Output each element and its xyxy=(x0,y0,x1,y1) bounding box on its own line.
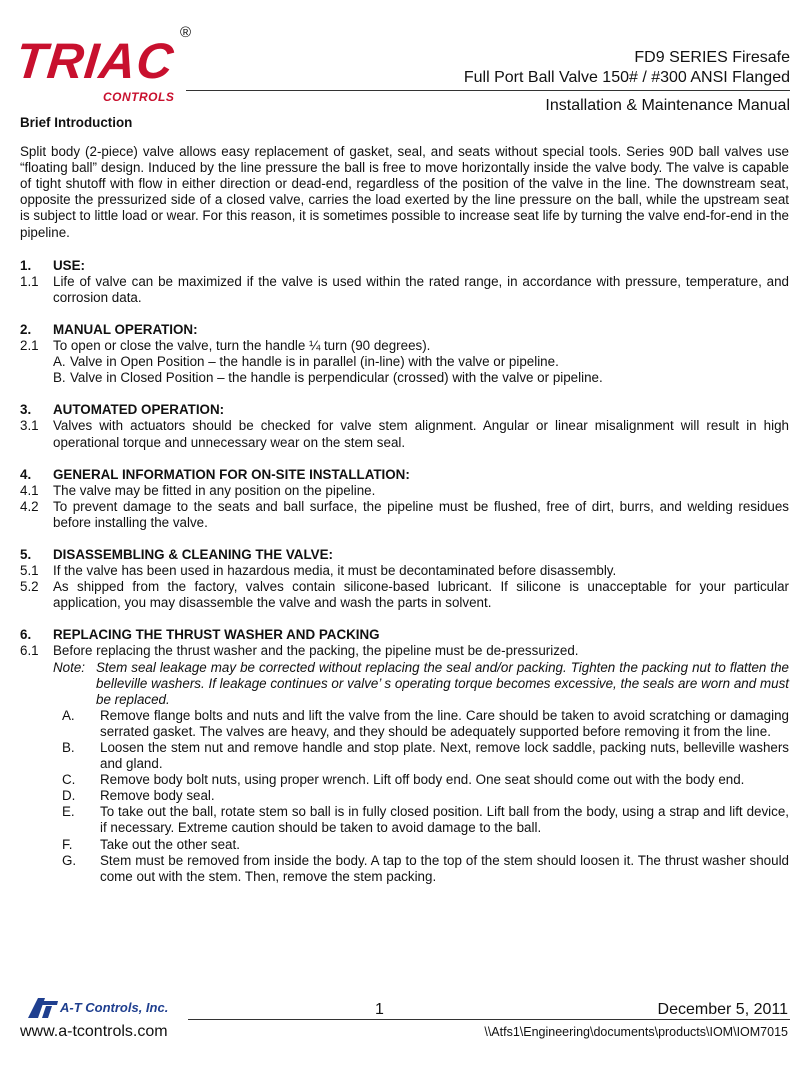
item-text: The valve may be fitted in any position on the pipeline. xyxy=(53,482,376,498)
section-number: 4. xyxy=(20,466,32,482)
sub-item xyxy=(53,354,789,370)
step-text: Remove body seal. xyxy=(100,788,215,804)
item-number: 5.2 xyxy=(20,579,39,595)
sub-item-text: Valve in Closed Position – the handle is perpendicular (crossed) with the valve or pipeline. xyxy=(70,370,603,386)
item-text: To prevent damage to the seats and ball surface, the pipeline must be flushed, free of dirt, burrs, and welding residues before installing the valve. xyxy=(53,498,789,530)
step-letter: B. xyxy=(62,740,75,755)
footer-website: www.a-tcontrols.com xyxy=(20,1023,168,1040)
section-heading xyxy=(20,402,789,418)
step-text: Take out the other seat. xyxy=(100,836,240,852)
note xyxy=(53,660,789,708)
section-title: USE: xyxy=(53,257,85,273)
section-automated-operation xyxy=(20,402,789,450)
note-text: Stem seal leakage may be corrected without replacing the seal and/or packing. Tighten the packing nut to flatten the belleville washers. If leakage continues or valve’ s operating torque becomes excessive, the seals are worn and must be replaced. xyxy=(96,659,789,707)
section-heading xyxy=(20,547,789,563)
item-number: 4.1 xyxy=(20,482,39,498)
section-item xyxy=(20,483,789,499)
item-number: 5.1 xyxy=(20,563,39,579)
section-item xyxy=(20,274,789,306)
step-text: To take out the ball, rotate stem so ball is in fully closed position. Lift ball from the body, using a strap and lift device, if necessary. Extreme caution should be taken to avoid damage to the ball. xyxy=(100,804,789,836)
registered-mark: ® xyxy=(180,24,192,41)
footer-company-name: A-T Controls, Inc. xyxy=(60,1000,169,1015)
triac-controls-logo xyxy=(13,24,201,108)
item-text: As shipped from the factory, valves contain silicone-based lubricant. If silicone is unacceptable for your particular application, you may disassemble the valve and wash the parts in solvent. xyxy=(53,579,789,611)
section-manual-operation xyxy=(20,322,789,386)
section-number: 5. xyxy=(20,546,32,562)
step-text: Remove body bolt nuts, using proper wrench. Lift off body end. One seat should come out with the body end. xyxy=(100,772,745,788)
procedure-step xyxy=(62,740,789,772)
section-item xyxy=(20,338,789,354)
procedure-step xyxy=(62,788,789,804)
section-number: 2. xyxy=(20,321,32,337)
section-replacing-thrust-washer xyxy=(20,627,789,885)
item-text: Valves with actuators should be checked for valve stem alignment. Angular or linear misalignment will result in high operational torque and unnecessary wear on the stem seal. xyxy=(53,418,789,450)
at-logo-icon xyxy=(28,998,58,1018)
step-text: Loosen the stem nut and remove handle and stop plate. Next, remove lock saddle, packing nuts, belleville washers and gland. xyxy=(100,740,789,772)
section-number: 1. xyxy=(20,257,32,273)
item-text: Life of valve can be maximized if the valve is used within the rated range, in accordance with pressure, temperature, and corrosion data. xyxy=(53,273,789,305)
section-item xyxy=(20,563,789,579)
item-number: 4.2 xyxy=(20,498,39,514)
brief-intro-heading: Brief Introduction xyxy=(20,115,133,130)
footer-file-path: \\Atfs1\Engineering\documents\products\IOM\IOM7015 xyxy=(484,1025,788,1039)
item-text: Before replacing the thrust washer and the packing, the pipeline must be de-pressurized. xyxy=(53,643,579,659)
procedure-step xyxy=(62,708,789,740)
section-disassembling-cleaning xyxy=(20,547,789,611)
document-body xyxy=(20,115,789,885)
section-title: REPLACING THE THRUST WASHER AND PACKING xyxy=(53,627,380,643)
item-text: If the valve has been used in hazardous media, it must be decontaminated before disassembly. xyxy=(53,563,617,579)
section-item xyxy=(20,643,789,659)
section-title: DISASSEMBLING & CLEANING THE VALVE: xyxy=(53,546,333,562)
step-letter: E. xyxy=(62,804,75,820)
brief-intro-text: Split body (2-piece) valve allows easy replacement of gasket, seal, and seats without special tools. Series 90D ball valves use “floating ball” design. Induced by the line pressure the ball is free to move horizontally inside the valve body. The valve is capable of tight shutoff with flow in either direction or dead-end, regardless of the position of the valve in the line. The downstream seat, opposite the pressurized side of a closed valve, carries the load exerted by the line pressure on the ball, while the upstream seat is subject to little load or wear. For this reason, it is sometimes possible to increase seat life by turning the valve end-for-end in the pipeline. xyxy=(20,144,789,240)
footer-rule xyxy=(188,1019,790,1020)
step-letter: D. xyxy=(62,788,76,804)
sub-item-text: Valve in Open Position – the handle is in parallel (in-line) with the valve or pipeline. xyxy=(70,354,559,370)
section-title: AUTOMATED OPERATION: xyxy=(53,402,225,418)
procedure-step xyxy=(62,837,789,853)
page-number: 1 xyxy=(375,1001,384,1018)
item-number: 2.1 xyxy=(20,338,39,354)
section-number: 3. xyxy=(20,402,32,418)
item-number: 1.1 xyxy=(20,273,39,289)
section-heading xyxy=(20,627,789,643)
procedure-step xyxy=(62,853,789,885)
section-item xyxy=(20,499,789,531)
section-heading xyxy=(20,258,789,274)
series-title: FD9 SERIES Firesafe xyxy=(634,49,790,66)
sub-item-letter: A. xyxy=(53,354,66,370)
section-general-information xyxy=(20,467,789,531)
step-letter: A. xyxy=(62,707,75,723)
section-title: MANUAL OPERATION: xyxy=(53,321,198,337)
step-text: Remove flange bolts and nuts and lift the valve from the line. Care should be taken to avoid scratching or damaging serrated gasket. The valves are heavy, and they should be adequately supported before removing it from the line. xyxy=(100,707,789,739)
sub-item xyxy=(53,370,789,386)
logo-brand-text: TRIAC xyxy=(13,33,177,89)
step-letter: C. xyxy=(62,772,76,788)
note-label: Note: xyxy=(53,659,86,675)
step-letter: G. xyxy=(62,852,77,868)
logo-sub-text: CONTROLS xyxy=(103,90,175,104)
step-letter: F. xyxy=(62,836,73,852)
item-number: 6.1 xyxy=(20,643,39,659)
section-use xyxy=(20,258,789,306)
footer-date: December 5, 2011 xyxy=(657,1001,788,1018)
section-item xyxy=(20,579,789,611)
item-number: 3.1 xyxy=(20,418,39,434)
step-text: Stem must be removed from inside the body. A tap to the top of the stem should loosen it. The thrust washer should come out with the stem. Then, remove the stem packing. xyxy=(100,852,789,884)
item-text: To open or close the valve, turn the handle ¼ turn (90 degrees). xyxy=(53,338,431,354)
procedure-step xyxy=(62,804,789,836)
header-rule xyxy=(186,90,790,91)
at-controls-logo xyxy=(28,998,198,1020)
section-title: GENERAL INFORMATION FOR ON-SITE INSTALLATION: xyxy=(53,466,410,482)
product-subtitle: Full Port Ball Valve 150# / #300 ANSI Flanged xyxy=(463,69,790,86)
procedure-step xyxy=(62,772,789,788)
section-heading xyxy=(20,322,789,338)
section-heading xyxy=(20,467,789,483)
section-number: 6. xyxy=(20,627,32,643)
section-item xyxy=(20,418,789,450)
sub-item-letter: B. xyxy=(53,370,66,386)
manual-title: Installation & Maintenance Manual xyxy=(545,97,790,114)
